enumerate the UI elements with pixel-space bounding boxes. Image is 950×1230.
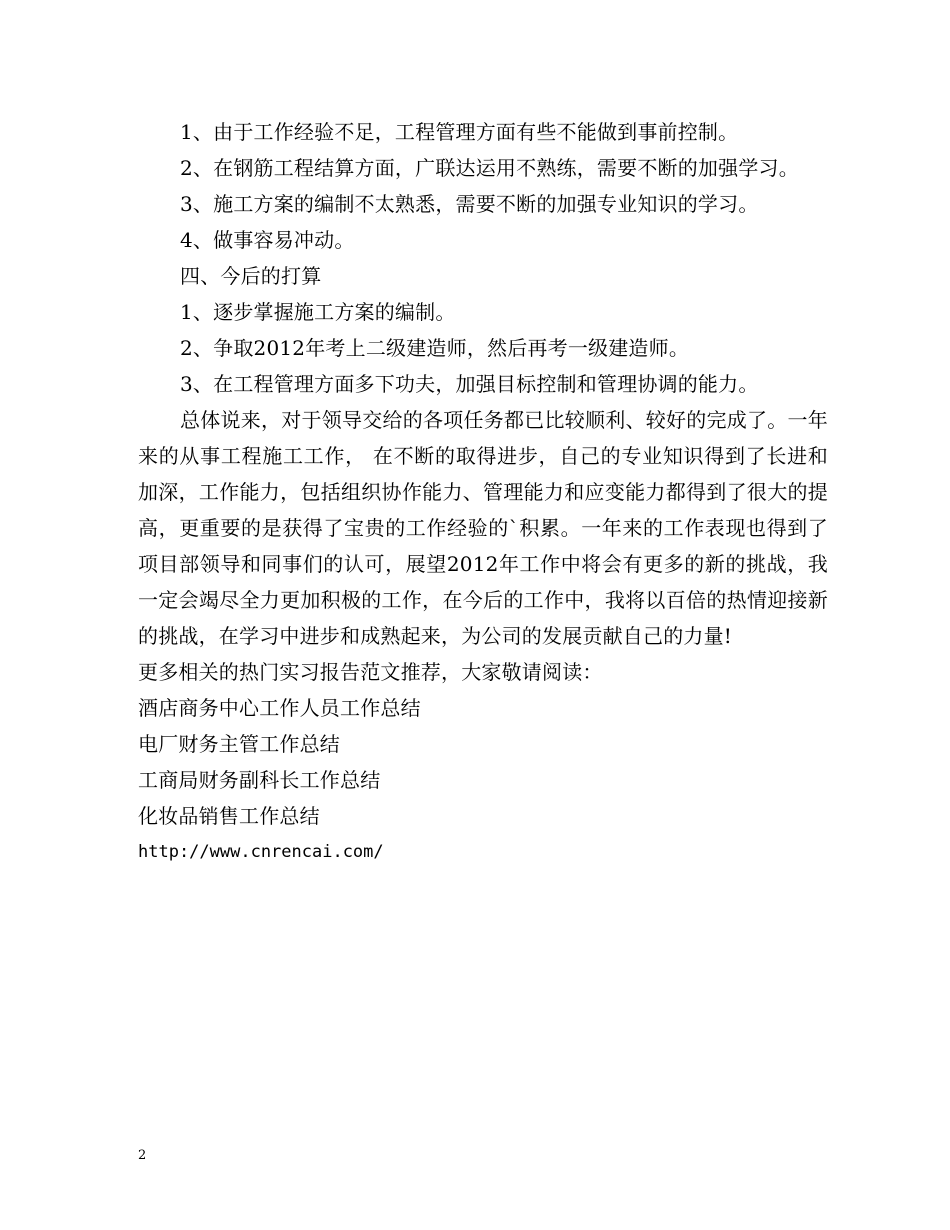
source-url[interactable]: http://www.cnrencai.com/ <box>138 842 384 862</box>
document-body <box>138 114 828 870</box>
paragraph-plan-2: 2、争取2012年考上二级建造师，然后再考一级建造师。 <box>180 336 690 360</box>
paragraph-shortcoming-3: 3、施工方案的编制不太熟悉，需要不断的加强专业知识的学习。 <box>180 192 759 216</box>
recommend-link-4[interactable]: 化妆品销售工作总结 <box>138 804 320 828</box>
recommend-link-3[interactable]: 工商局财务副科长工作总结 <box>138 768 381 792</box>
paragraph-shortcoming-4: 4、做事容易冲动。 <box>180 228 355 252</box>
paragraph-plan-1: 1、逐步掌握施工方案的编制。 <box>180 300 456 324</box>
recommend-link-1[interactable]: 酒店商务中心工作人员工作总结 <box>138 696 421 720</box>
page-number: 2 <box>138 1148 147 1163</box>
paragraph-plan-3: 3、在工程管理方面多下功夫，加强目标控制和管理协调的能力。 <box>180 372 759 396</box>
paragraph-shortcoming-1: 1、由于工作经验不足，工程管理方面有些不能做到事前控制。 <box>180 120 739 144</box>
recommend-link-2[interactable]: 电厂财务主管工作总结 <box>138 732 340 756</box>
paragraph-summary: 总体说来，对于领导交给的各项任务都已比较顺利、较好的完成了。一年来的从事工程施工工作， 在不断的取得进步，自己的专业知识得到了长进和加深，工作能力，包括组织协作能力、管理能力和应变能力都得到了很大的提高，更重要的是获得了宝贵的工作经验的`积累。一年来的工作表现也得到了项目部领导和同事们的认可，展望2012年工作中将会有更多的新的挑战，我一定会竭尽全力更加积极的工作，在今后的工作中，我将以百倍的热情迎接新的挑战，在学习中进步和成熟起来，为公司的发展贡献自己的力量! <box>138 408 828 648</box>
section-heading-future-plans: 四、今后的打算 <box>180 264 322 288</box>
recommend-intro: 更多相关的热门实习报告范文推荐，大家敬请阅读： <box>138 660 603 684</box>
paragraph-shortcoming-2: 2、在钢筋工程结算方面，广联达运用不熟练，需要不断的加强学习。 <box>180 156 799 180</box>
